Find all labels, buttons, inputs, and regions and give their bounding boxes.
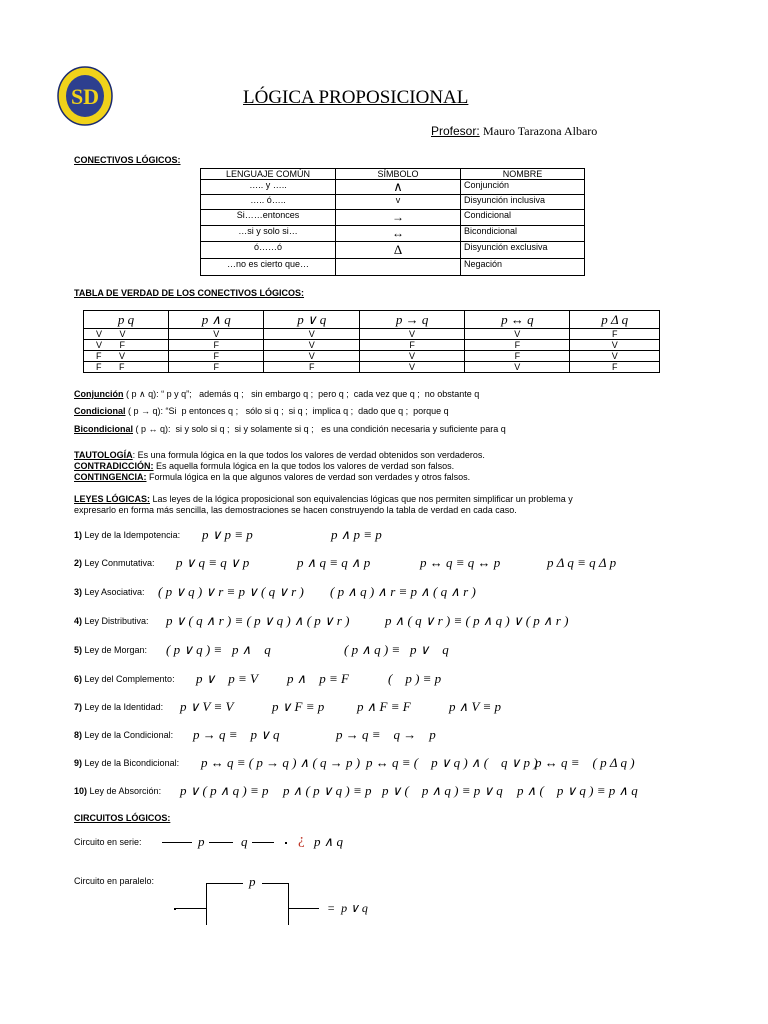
contradiction-def xyxy=(74,461,454,471)
laws-intro xyxy=(74,494,573,504)
value-cell: V xyxy=(264,351,359,362)
common-cell: ….. y ….. xyxy=(201,180,336,195)
contingency-text: Formula lógica en la que algunos valores de verdad son verdades y otros falsos. xyxy=(146,472,471,482)
law-formula: p ∧ q ≡ q ∧ p xyxy=(297,555,371,570)
law-item: 4) Ley Distributiva: xyxy=(74,616,149,626)
law-item: 8) Ley de la Condicional: xyxy=(74,730,174,740)
common-cell: …si y solo si… xyxy=(201,226,336,242)
value-cell: V xyxy=(570,340,660,351)
common-cell: ó……ó xyxy=(201,242,336,259)
parallel-result: = p ∨ q xyxy=(327,901,368,915)
law-formula: p ↔ q ≡ q ↔ p xyxy=(420,555,501,570)
laws-intro-line2: expresarlo en forma más sencilla, las demostraciones se hacen construyendo la tabla de verdad en cada caso. xyxy=(74,505,517,515)
svg-text:SD: SD xyxy=(70,84,100,109)
value-cell: F xyxy=(169,362,264,373)
parallel-wire-out xyxy=(289,908,319,909)
law-item: 5) Ley de Morgan: xyxy=(74,645,148,655)
symbol-cell: ↔ xyxy=(336,226,461,242)
conjunction-text: ( p ∧ q): “ p y q”; además q ; sin embargo q ; pero q ; cada vez que q ; no obstante q xyxy=(126,389,480,399)
name-cell: Disyunción exclusiva xyxy=(461,242,585,259)
laws-label: LEYES LÓGICAS: xyxy=(74,494,151,504)
contradiction-text: Es aquella formula lógica en la que todos los valores de verdad son falsos. xyxy=(153,461,455,471)
circuits-heading: CIRCUITOS LÓGICOS: xyxy=(74,813,171,823)
law-formula: ( p ∨ q ) ∨ r ≡ p ∨ ( q ∨ r ) xyxy=(158,584,304,599)
tautology-def xyxy=(74,450,485,460)
symbol-cell: Δ xyxy=(336,242,461,259)
contradiction-label: CONTRADICCIÓN: xyxy=(74,461,154,471)
law-formula: p ∨ ( p ∧ q ) ≡ p ∨ q xyxy=(382,783,503,798)
name-cell: Condicional xyxy=(461,210,585,226)
conjunction-label: Conjunción xyxy=(74,389,124,399)
law-formula: p ∧ F ≡ F xyxy=(357,699,411,714)
name-cell: Conjunción xyxy=(461,180,585,195)
biconditional-note xyxy=(74,424,506,434)
law-item: 7) Ley de la Identidad: xyxy=(74,702,164,712)
value-cell: F xyxy=(465,340,570,351)
series-wire-left xyxy=(162,842,192,843)
parallel-wire-in xyxy=(176,908,206,909)
law-formula: p ∧ V ≡ p xyxy=(449,699,501,714)
symbol-cell: ∧ xyxy=(336,180,461,195)
law-formula: ( p ∧ q ) ≡ p ∨ q xyxy=(344,642,449,657)
conditional-label: Condicional xyxy=(74,406,126,416)
tautology-label: TAUTOLOGÍA xyxy=(74,450,133,460)
laws-intro-line1: Las leyes de la lógica proposicional son equivalencias lógicas que nos permiten simplificar un problema y xyxy=(150,494,573,504)
pq-cell: V F xyxy=(84,340,169,351)
column-header: SÍMBOLO xyxy=(336,169,461,180)
common-cell: Si……entonces xyxy=(201,210,336,226)
law-item: 1) Ley de la Idempotencia: xyxy=(74,530,181,540)
biconditional-label: Bicondicional xyxy=(74,424,134,434)
series-switch-q: q xyxy=(241,834,248,849)
name-cell: Disyunción inclusiva xyxy=(461,195,585,210)
value-cell: V xyxy=(264,329,359,340)
common-cell: …no es cierto que… xyxy=(201,259,336,276)
table-row xyxy=(201,210,585,226)
professor-name: Mauro Tarazona Albaro xyxy=(483,124,598,138)
name-cell: Negación xyxy=(461,259,585,276)
value-cell: F xyxy=(359,340,464,351)
table-row xyxy=(201,242,585,259)
law-formula: p ∨ ( p ∧ q ) ≡ p xyxy=(180,783,269,798)
column-header: p ↔ q xyxy=(465,311,570,329)
value-cell: F xyxy=(570,329,660,340)
law-formula: p ∨ V ≡ V xyxy=(180,699,234,714)
law-formula: p ∧ ( q ∨ r ) ≡ ( p ∧ q ) ∨ ( p ∧ r ) xyxy=(385,613,569,628)
name-cell: Bicondicional xyxy=(461,226,585,242)
value-cell: V xyxy=(264,340,359,351)
value-cell: V xyxy=(465,362,570,373)
series-terminal xyxy=(285,842,287,844)
contingency-def xyxy=(74,472,470,482)
column-header: p → q xyxy=(359,311,464,329)
law-formula: ( p ∨ q ) ≡ p ∧ q xyxy=(166,642,271,657)
pq-cell: V V xyxy=(84,329,169,340)
table-row xyxy=(201,259,585,276)
table-row xyxy=(84,340,660,351)
parallel-wire-top-right xyxy=(262,883,289,884)
value-cell: V xyxy=(465,329,570,340)
column-header: LENGUAJE COMÚN xyxy=(201,169,336,180)
value-cell: V xyxy=(169,329,264,340)
table-header-row xyxy=(201,169,585,180)
conditional-note xyxy=(74,406,449,416)
series-wire-middle xyxy=(209,842,233,843)
symbol-cell xyxy=(336,259,461,276)
law-item: 2) Ley Conmutativa: xyxy=(74,558,155,568)
column-header: p ∧ q xyxy=(169,311,264,329)
law-formula: p → q ≡ q → p xyxy=(336,727,436,742)
conditional-text: ( p → q): “Si p entonces q ; sólo si q ; si q ; implica q ; dado que q ; porque q xyxy=(128,406,449,416)
table-row xyxy=(84,351,660,362)
school-seal-icon xyxy=(57,66,113,126)
value-cell: F xyxy=(169,351,264,362)
law-formula: p ↔ q ≡ ( p Δ q ) xyxy=(535,755,635,770)
table-row xyxy=(201,195,585,210)
value-cell: V xyxy=(570,351,660,362)
parallel-circuit-label: Circuito en paralelo: xyxy=(74,876,155,886)
law-formula: p ↔ q ≡ ( p ∨ q ) ∧ ( q ∨ p ) xyxy=(366,755,538,770)
value-cell: V xyxy=(359,329,464,340)
law-formula: p ↔ q ≡ ( p → q ) ∧ ( q → p ) xyxy=(201,755,361,770)
law-formula: p ∨ ( q ∧ r ) ≡ ( p ∨ q ) ∧ ( p ∨ r ) xyxy=(166,613,350,628)
table-row xyxy=(84,362,660,373)
law-formula: ( p ∧ q ) ∧ r ≡ p ∧ ( q ∧ r ) xyxy=(330,584,476,599)
value-cell: F xyxy=(264,362,359,373)
pq-cell: F F xyxy=(84,362,169,373)
table-row xyxy=(201,226,585,242)
contingency-label: CONTINGENCIA: xyxy=(74,472,147,482)
law-formula: ( p ) ≡ p xyxy=(388,671,442,686)
value-cell: V xyxy=(359,351,464,362)
truth-header-row xyxy=(84,311,660,329)
professor-label: Profesor: xyxy=(431,124,480,138)
column-header: p q xyxy=(84,311,169,329)
series-circuit-label: Circuito en serie: xyxy=(74,837,142,847)
law-item: 3) Ley Asociativa: xyxy=(74,587,145,597)
series-switch-p: p xyxy=(198,834,205,849)
conjunction-note xyxy=(74,389,479,400)
law-formula: p ∨ p ≡ V xyxy=(196,671,258,686)
column-header: NOMBRE xyxy=(461,169,585,180)
truth-table xyxy=(83,310,660,373)
law-formula: p ∧ p ≡ p xyxy=(331,527,382,542)
table-row xyxy=(84,329,660,340)
pq-cell: F V xyxy=(84,351,169,362)
tautology-text: : Es una formula lógica en la que todos los valores de verdad obtenidos son verdaderos. xyxy=(132,450,485,460)
school-logo xyxy=(57,66,113,126)
series-equals-symbol: ¿ xyxy=(298,832,305,848)
law-formula: p ∨ q ≡ q ∨ p xyxy=(176,555,250,570)
page-title: LÓGICA PROPOSICIONAL xyxy=(243,87,469,108)
symbol-cell: v xyxy=(336,195,461,210)
connectives-table xyxy=(200,168,585,276)
law-item: 6) Ley del Complemento: xyxy=(74,674,175,684)
law-formula: p ∨ p ≡ p xyxy=(202,527,253,542)
truth-table-heading: TABLA DE VERDAD DE LOS CONECTIVOS LÓGICOS: xyxy=(74,288,305,298)
law-formula: p ∧ p ≡ F xyxy=(287,671,349,686)
series-wire-right xyxy=(252,842,274,843)
table-row xyxy=(201,180,585,195)
professor-line xyxy=(431,124,597,139)
law-formula: p ∧ ( p ∨ q ) ≡ p ∧ q xyxy=(517,783,638,798)
biconditional-text: ( p ↔ q): si y solo si q ; si y solamente si q ; es una condición necesaria y suficiente para q xyxy=(135,424,506,434)
series-result: p ∧ q xyxy=(314,834,344,849)
parallel-wire-right-vertical xyxy=(288,883,289,925)
common-cell: ….. ó….. xyxy=(201,195,336,210)
law-formula: p ∨ F ≡ p xyxy=(272,699,325,714)
column-header: p Δ q xyxy=(570,311,660,329)
column-header: p ∨ q xyxy=(264,311,359,329)
value-cell: F xyxy=(465,351,570,362)
symbol-cell: → xyxy=(336,210,461,226)
value-cell: V xyxy=(359,362,464,373)
parallel-wire-left-vertical xyxy=(206,883,207,925)
law-item: 10) Ley de Absorción: xyxy=(74,786,162,796)
value-cell: F xyxy=(169,340,264,351)
value-cell: F xyxy=(570,362,660,373)
connectives-heading: CONECTIVOS LÓGICOS: xyxy=(74,155,181,165)
parallel-switch-p: p xyxy=(249,874,256,889)
law-formula: p Δ q ≡ q Δ p xyxy=(547,555,617,570)
law-item: 9) Ley de la Bicondicional: xyxy=(74,758,180,768)
law-formula: p → q ≡ p ∨ q xyxy=(193,727,280,742)
parallel-wire-top-left xyxy=(206,883,243,884)
law-formula: p ∧ ( p ∨ q ) ≡ p xyxy=(283,783,372,798)
